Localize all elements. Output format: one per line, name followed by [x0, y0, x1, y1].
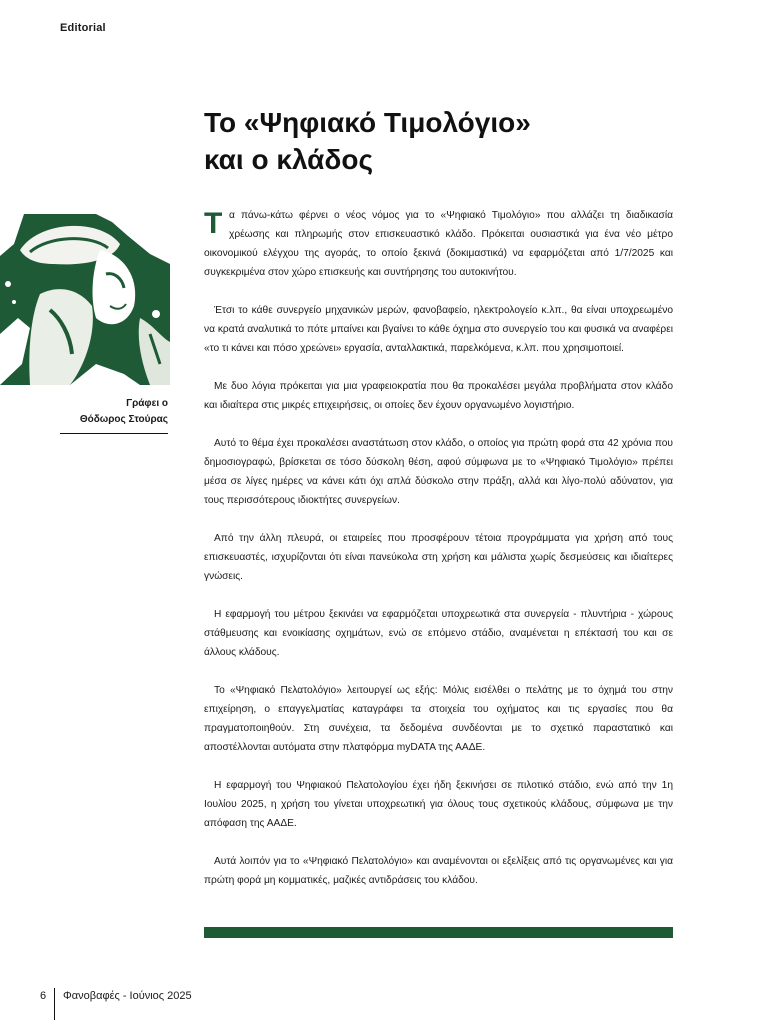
publication-info: Φανοβαφές - Ιούνιος 2025 — [63, 990, 192, 1002]
article-paragraph: Αυτό το θέμα έχει προκαλέσει αναστάτωση στον κλάδο, ο οποίος για πρώτη φορά στα 42 χρόνια που δημοσιογραφώ, βρίσκεται σε τόσο δύσκολη θέση, αφού σύμφωνα με το «Ψηφιακό Τιμολόγιο» πρέπει μέσα σε λίγες ημέρες να κάνει κάτι όχι απλά δύσκολο στην πράξη, αλλά και λίγο-πολύ αδύνατον, για τους περισσότερους ιδιοκτήτες συνεργείων. — [204, 438, 673, 506]
headline-line-1: Το «Ψηφιακό Τιμολόγιο» — [204, 107, 531, 138]
author-photo — [0, 214, 170, 385]
article-paragraph: Αυτά λοιπόν για το «Ψηφιακό Πελατολόγιο» και αναμένονται οι εξελίξεις από τις οργανωμένες και για πρώτη φορά μη κομματικές, μαζικές αντιδράσεις του κλάδου. — [204, 856, 673, 886]
byline-intro: Γράφει ο — [126, 398, 168, 409]
article-body — [204, 206, 673, 909]
byline — [60, 396, 168, 428]
byline-divider — [60, 433, 168, 434]
article-paragraph: Το «Ψηφιακό Πελατολόγιο» λειτουργεί ως εξής: Μόλις εισέλθει ο πελάτης με το όχημά του στην επιχείρηση, ο επαγγελματίας καταγράφει τα στοιχεία του οχήματος και τις εργασίες που θα πραγματοποιηθούν. Στη συνέχεια, τα δεδομένα συνδέονται με το σχετικό παραστατικό και αποστέλλονται αυτόματα στην πλατφόρμα myDATA της ΑΑΔΕ. — [204, 685, 673, 753]
article-paragraph: Η εφαρμογή του μέτρου ξεκινάει να εφαρμόζεται υποχρεωτικά στα συνεργεία - πλυντήρια - χώρους στάθμευσης και ενοικίασης οχημάτων, ενώ σε επόμενο στάδιο, αναμένεται η επέκτασή του και σε άλλους κλάδους. — [204, 609, 673, 658]
headline-line-2: και ο κλάδος — [204, 144, 374, 175]
article-paragraph — [204, 206, 673, 282]
section-label: Editorial — [60, 22, 106, 34]
author-photo-image — [0, 214, 170, 385]
author-name: Θόδωρος Στούρας — [79, 414, 168, 425]
article-paragraph: Η εφαρμογή του Ψηφιακού Πελατολογίου έχει ήδη ξεκινήσει σε πιλοτικό στάδιο, ενώ από την 1η Ιουλίου 2025, η χρήση του γίνεται υποχρεωτική για όλους τους σχετικούς κλάδους, σύμφωνα με την απόφαση της ΑΑΔΕ. — [204, 780, 673, 829]
paragraph-text: α πάνω-κάτω φέρνει ο νέος νόμος για το «Ψηφιακό Τιμολόγιο» που αλλάζει τη διαδικασία χρέωσης και πληρωμής στον επισκευαστικό κλάδο. Πρόκειται ουσιαστικά για ένα νέο μέτρο οικονομικού ελέγχου της αγοράς, το οποίο ξεκινά (δοκιμαστικά) να εφαρμόζεται από 1/7/2025 και συγκεκριμένα στον χώρο επισκευής και συντήρησης του αυτοκινήτου. — [204, 210, 673, 278]
page-number: 6 — [40, 990, 47, 1002]
article-end-bar — [204, 927, 673, 938]
article-paragraph: Με δυο λόγια πρόκειται για μια γραφειοκρατία που θα προκαλέσει μεγάλα προβλήματα στον κλάδο και ιδιαίτερα στις μικρές επιχειρήσεις, οι οποίες δεν έχουν οργανωμένο λογιστήριο. — [204, 381, 673, 411]
article-paragraph: Από την άλλη πλευρά, οι εταιρείες που προσφέρουν τέτοια προγράμματα για χρήση από τους επισκευαστές, ισχυρίζονται ότι είναι πανεύκολα στη χρήση και μάλιστα χωρίς δεσμεύσεις και ιδιαίτερες γνώσεις. — [204, 533, 673, 582]
article-headline — [204, 104, 674, 178]
article-paragraph: Έτσι το κάθε συνεργείο μηχανικών μερών, φανοβαφείο, ηλεκτρολογείο κ.λπ., θα είναι υποχρεωμένο να κρατά αναλυτικά το πότε μπαίνει και βγαίνει το κάθε όχημα στο συνεργείο του και φυσικά να αναφέρει «το τι κάνει και πόσο χρεώνει» εργασία, ανταλλακτικά, παρελκόμενα, κ.λπ. που χρησιμοποιεί. — [204, 305, 673, 354]
footer-divider — [54, 988, 55, 1020]
drop-cap: Τ — [204, 207, 223, 240]
page-footer — [40, 990, 192, 1020]
